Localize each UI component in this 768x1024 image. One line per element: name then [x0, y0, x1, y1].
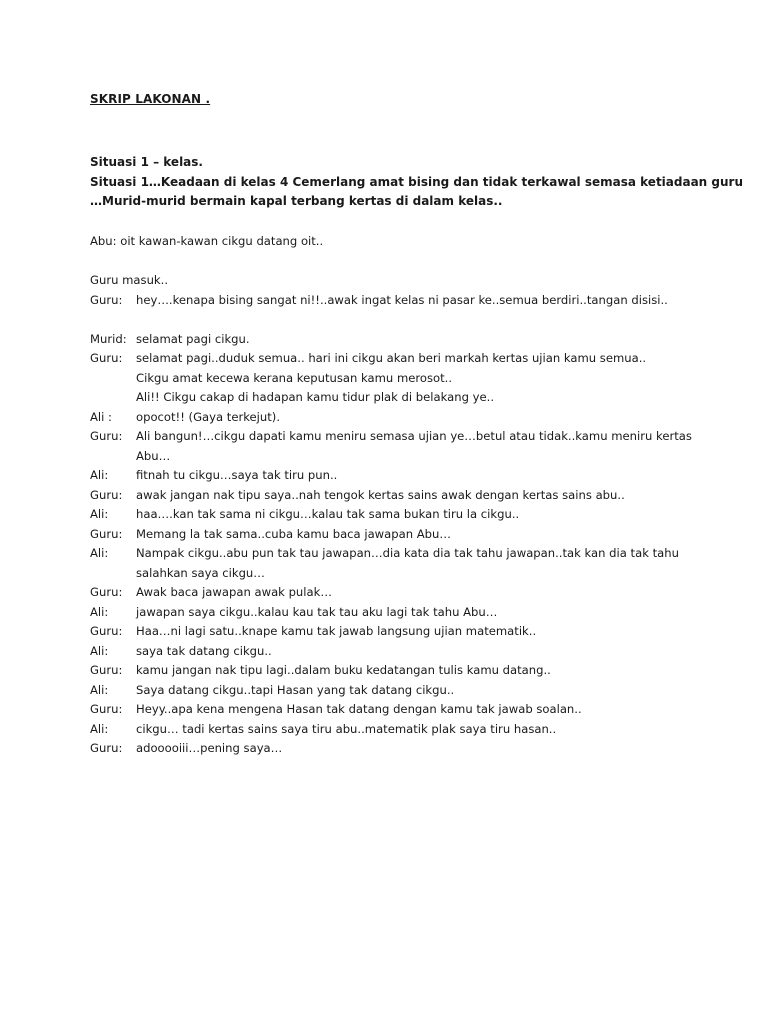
dialogue-text: kamu jangan nak tipu lagi..dalam buku kedatangan tulis kamu datang.. — [136, 663, 551, 677]
dialogue-line — [90, 427, 730, 447]
dialogue-line-abu — [90, 232, 730, 252]
dialogue-line — [90, 330, 730, 350]
dialogue-text: Haa…ni lagi satu..knape kamu tak jawab langsung ujian matematik.. — [136, 624, 537, 638]
situation-line: …Murid-murid bermain kapal terbang kertas di dalam kelas.. — [90, 194, 503, 208]
speaker-label — [90, 369, 136, 389]
dialogue-text: Ali bangun!…cikgu dapati kamu meniru semasa ujian ye…betul atau tidak..kamu meniru kertas — [136, 429, 692, 443]
dialogue-text: Ali!! Cikgu cakap di hadapan kamu tidur plak di belakang ye.. — [136, 390, 495, 404]
dialogue-line — [90, 466, 730, 486]
dialogue-line — [90, 603, 730, 623]
document-title: SKRIP LAKONAN . — [90, 92, 211, 106]
speaker-label: Ali: — [90, 604, 109, 619]
dialogue-text: fitnah tu cikgu…saya tak tiru pun.. — [136, 468, 338, 482]
dialogue-line — [90, 505, 730, 525]
stage-direction — [90, 271, 730, 291]
speaker-label — [90, 447, 136, 467]
speaker-label: Ali : — [90, 409, 112, 424]
dialogue-line — [90, 349, 730, 369]
speaker-label: Guru: — [90, 702, 123, 716]
speaker-label: Ali: — [90, 643, 109, 658]
dialogue-text: Nampak cikgu..abu pun tak tau jawapan…dia kata dia tak tahu jawapan..tak kan dia tak tahu — [136, 546, 679, 560]
dialogue-text: jawapan saya cikgu..kalau kau tak tau aku lagi tak tahu Abu… — [136, 604, 498, 619]
speaker-label: Murid: — [90, 331, 127, 346]
dialogue-text: adooooiii…pening saya… — [136, 741, 283, 755]
dialogue-text: Heyy..apa kena mengena Hasan tak datang dengan kamu tak jawab soalan.. — [136, 702, 582, 716]
dialogue-line — [90, 408, 730, 428]
situation-line: Situasi 1 – kelas. — [90, 155, 203, 169]
dialogue-line — [90, 661, 730, 681]
dialogue-text: Guru masuk.. — [90, 273, 169, 287]
dialogue-text: haa….kan tak sama ni cikgu…kalau tak sama bukan tiru la cikgu.. — [136, 507, 520, 521]
dialogue-text: awak jangan nak tipu saya..nah tengok kertas sains awak dengan kertas sains abu.. — [136, 487, 625, 502]
speaker-label: Ali: — [90, 721, 109, 736]
dialogue-text: selamat pagi cikgu. — [136, 331, 250, 346]
dialogue-text: opocot!! (Gaya terkejut). — [136, 409, 281, 424]
speaker-label: Guru: — [90, 624, 123, 638]
dialogue-line — [90, 544, 730, 564]
dialogue-line — [90, 622, 730, 642]
dialogue-line — [90, 700, 730, 720]
dialogue-text: saya tak datang cikgu.. — [136, 643, 272, 658]
dialogue-text: Memang la tak sama..cuba kamu baca jawapan Abu… — [136, 526, 451, 541]
dialogue-line — [90, 369, 730, 389]
dialogue-text: hey….kenapa bising sangat ni!!..awak ingat kelas ni pasar ke..semua berdiri..tangan disisi.. — [136, 292, 668, 307]
dialogue-text: cikgu… tadi kertas sains saya tiru abu..matematik plak saya tiru hasan.. — [136, 721, 557, 736]
dialogue-line — [90, 525, 730, 545]
dialogue-line — [90, 564, 730, 584]
script-body — [90, 232, 730, 759]
speaker-label: Guru: — [90, 487, 123, 502]
dialogue-text: Abu: oit kawan-kawan cikgu datang oit.. — [90, 234, 324, 248]
dialogue-line — [90, 642, 730, 662]
situation-block — [90, 153, 743, 212]
speaker-label — [90, 564, 136, 584]
speaker-label: Guru: — [90, 292, 123, 307]
dialogue-text: selamat pagi..duduk semua.. hari ini cikgu akan beri markah kertas ujian kamu semua.. — [136, 351, 647, 365]
speaker-label: Guru: — [90, 585, 123, 599]
spacer — [90, 310, 730, 330]
speaker-label: Ali: — [90, 682, 109, 697]
speaker-label: Ali: — [90, 468, 109, 482]
speaker-label — [90, 388, 136, 408]
dialogue-line — [90, 486, 730, 506]
speaker-label: Ali: — [90, 546, 109, 560]
situation-line: Situasi 1…Keadaan di kelas 4 Cemerlang amat bising dan tidak terkawal semasa ketiadaan guru — [90, 174, 743, 189]
speaker-label: Guru: — [90, 429, 123, 443]
dialogue-line — [90, 447, 730, 467]
dialogue-line — [90, 739, 730, 759]
dialogue-list — [90, 291, 730, 759]
dialogue-text: Saya datang cikgu..tapi Hasan yang tak datang cikgu.. — [136, 682, 455, 697]
dialogue-line — [90, 681, 730, 701]
dialogue-line — [90, 388, 730, 408]
dialogue-text: Cikgu amat kecewa kerana keputusan kamu merosot.. — [136, 370, 453, 385]
speaker-label: Guru: — [90, 351, 123, 365]
speaker-label: Guru: — [90, 741, 123, 755]
dialogue-text: salahkan saya cikgu… — [136, 565, 265, 580]
dialogue-text: Awak baca jawapan awak pulak… — [136, 585, 332, 599]
spacer — [90, 252, 730, 272]
speaker-label: Guru: — [90, 663, 123, 677]
speaker-label: Ali: — [90, 507, 109, 521]
speaker-label: Guru: — [90, 526, 123, 541]
dialogue-line — [90, 583, 730, 603]
dialogue-line — [90, 291, 730, 311]
dialogue-line — [90, 720, 730, 740]
dialogue-text: Abu… — [136, 448, 171, 463]
